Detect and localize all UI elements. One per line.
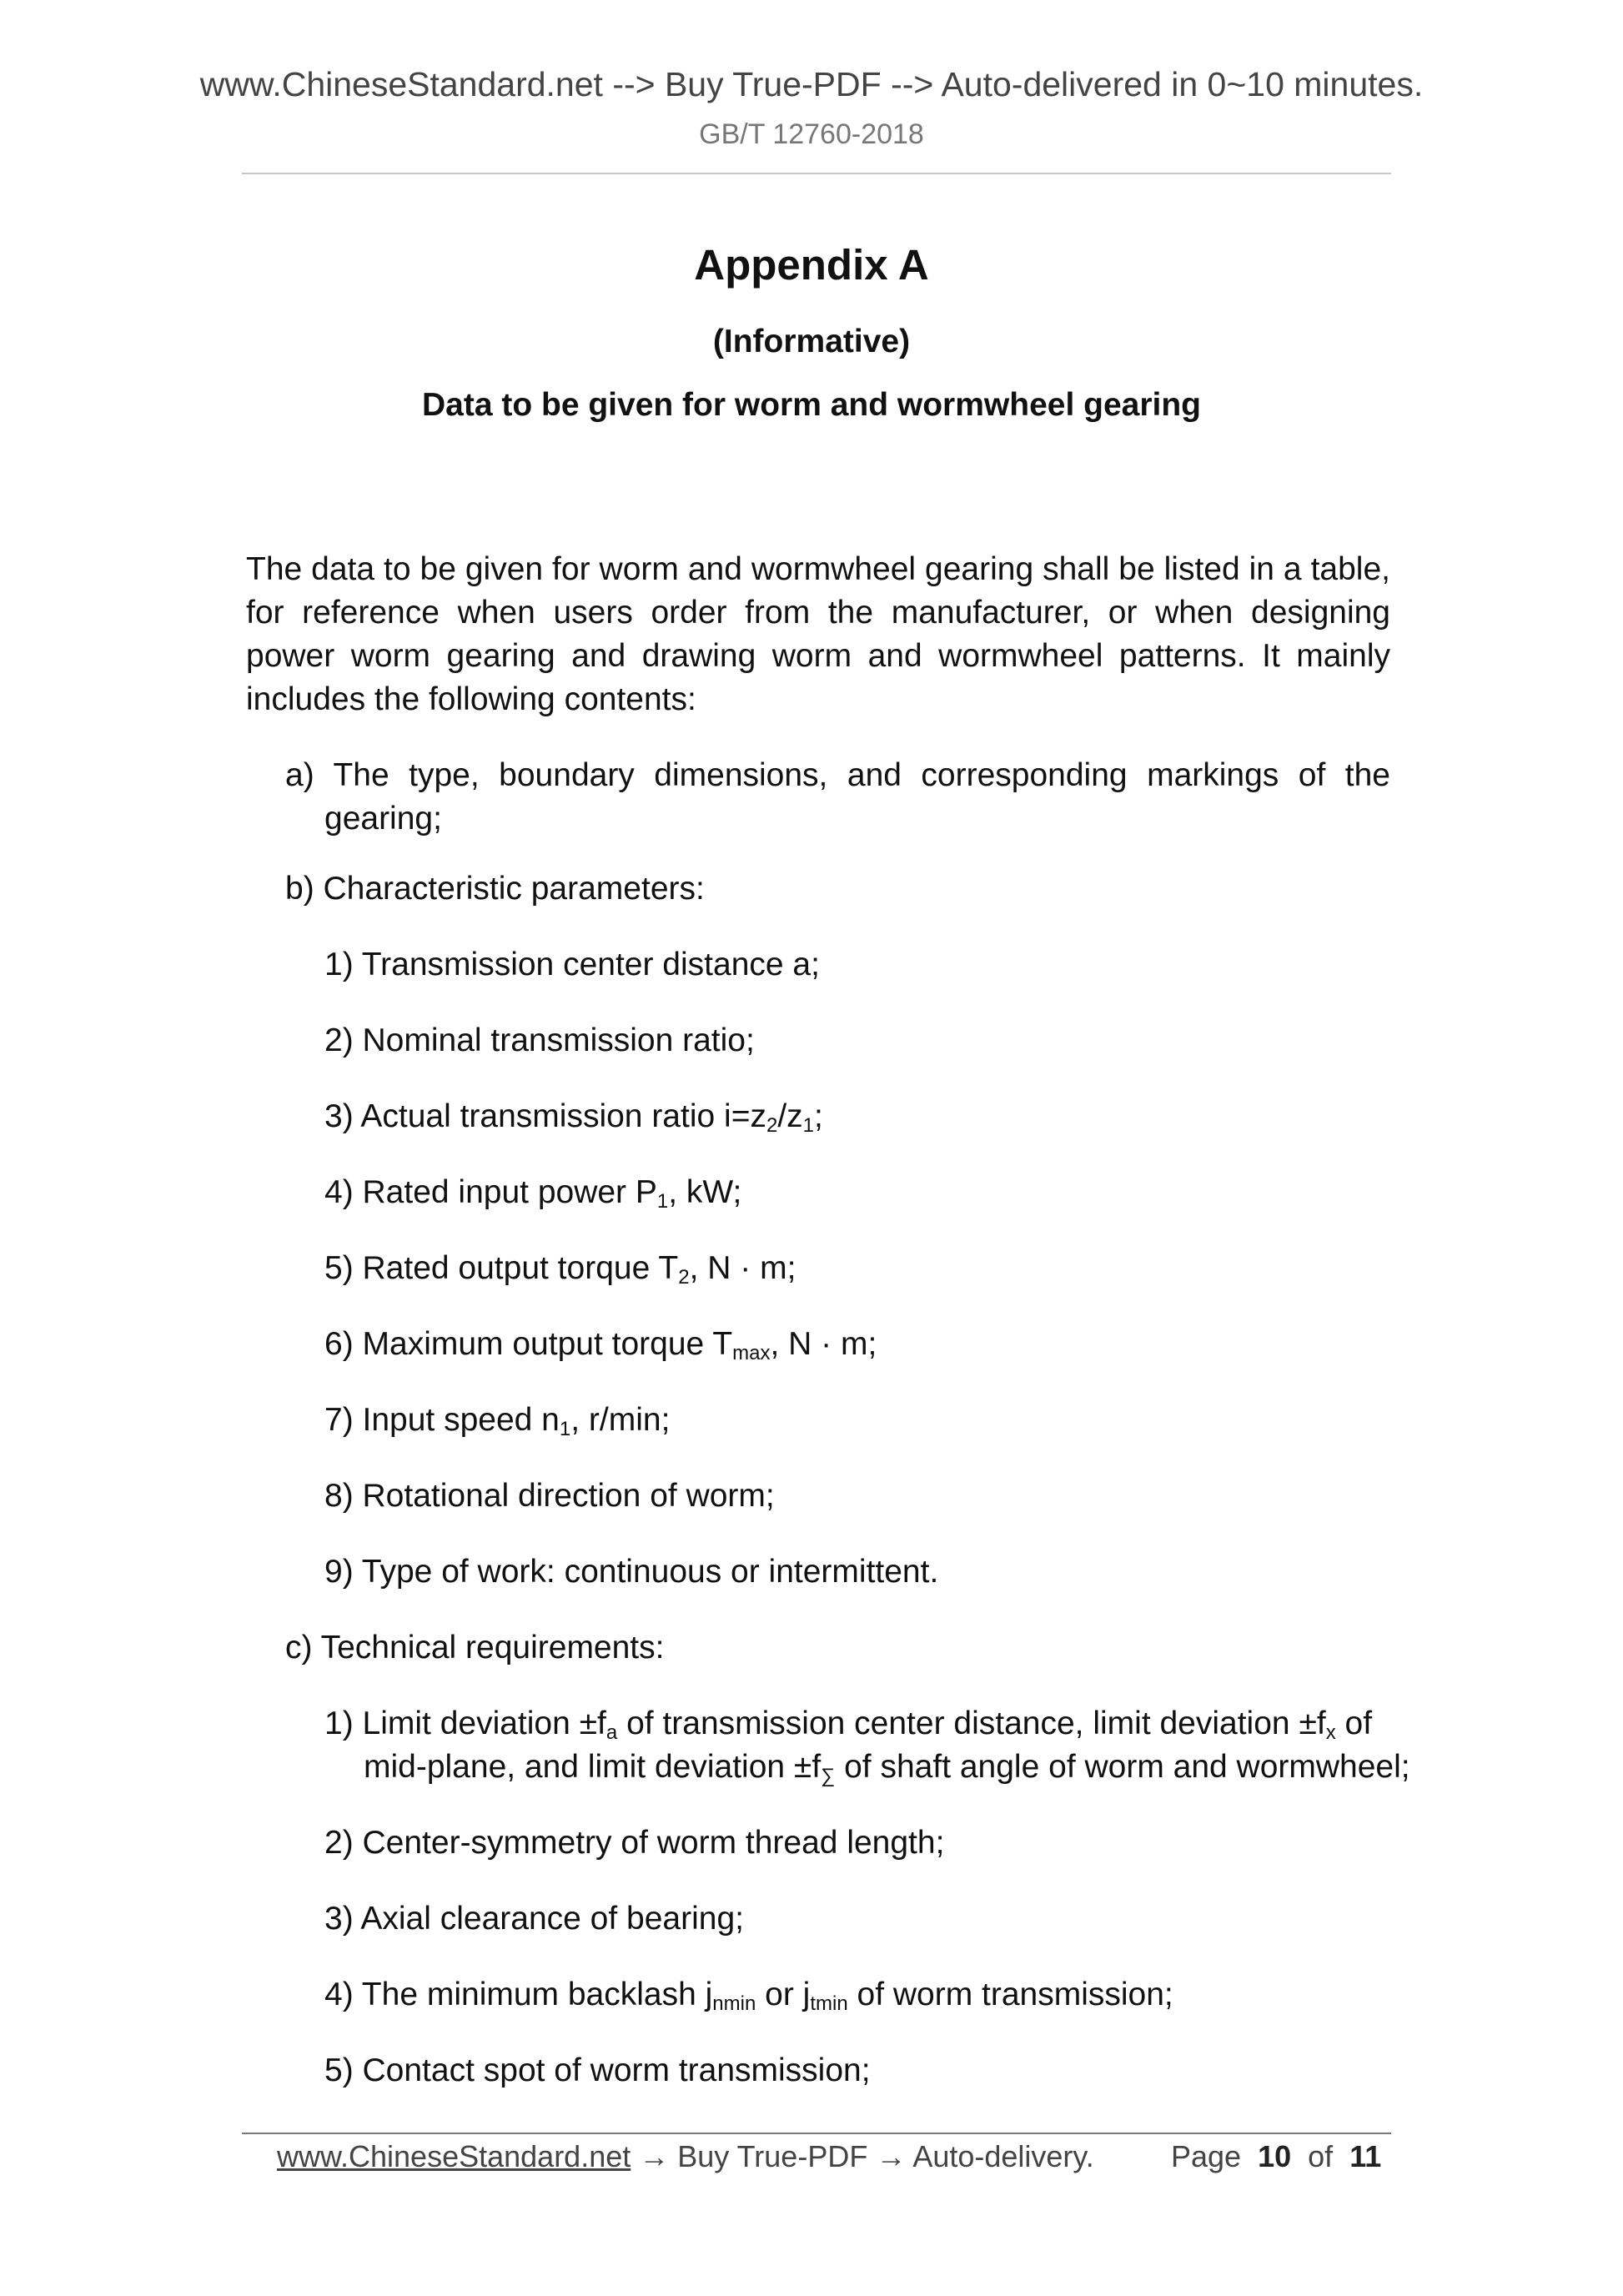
list-item-b: b) Characteristic parameters: (285, 871, 705, 907)
footer-site-link[interactable]: www.ChineseStandard.net (277, 2139, 631, 2173)
list-item-a (285, 754, 1390, 841)
list-item-c3: 3) Axial clearance of bearing; (324, 1901, 744, 1937)
list-item-c1: 1) Limit deviation $\pm f_a$ of transmission center distance, limit deviation $\pm f_x$ of mid-plane, and limit deviation $\pm f_\sum$ of shaft angle of worm and wormwheel; (324, 1706, 1410, 1787)
footer-promo-text: → Buy True-PDF → Auto-delivery. (631, 2139, 1094, 2173)
appendix-title: Appendix A (694, 241, 929, 289)
appendix-heading: Data to be given for worm and wormwheel gearing (422, 387, 1201, 423)
list-item-c2: 2) Center-symmetry of worm thread length; (324, 1825, 945, 1861)
list-item-b3: 3) Actual transmission ratio $i=z_2/z_1$; (324, 1098, 823, 1137)
header-banner: www.ChineseStandard.net --> Buy True-PDF --> Auto-delivered in 0~10 minutes. (199, 65, 1424, 103)
header-divider (242, 173, 1391, 174)
footer-divider (242, 2133, 1391, 2134)
current-page: 10 (1258, 2139, 1292, 2173)
list-item-b6: 6) Maximum output torque $T_{max}$, N · m; (324, 1326, 877, 1364)
footer-promo (277, 2135, 1094, 2178)
list-item-b5: 5) Rated output torque $T_2$, N · m; (324, 1250, 796, 1289)
list-item-b9: 9) Type of work: continuous or intermittent. (324, 1554, 939, 1590)
list-item-c4: 4) The minimum backlash $j_{nmin}$ or $j_{tmin}$ of worm transmission; (324, 1977, 1173, 2015)
list-item-c: c) Technical requirements: (285, 1630, 665, 1665)
list-item-a-text: a) The type, boundary dimensions, and corresponding markings of the gearing; (285, 757, 1390, 837)
list-item-b8: 8) Rotational direction of worm; (324, 1478, 775, 1514)
list-item-b1: 1) Transmission center distance a; (324, 947, 820, 982)
page-number: Page 10 of 11 (1171, 2139, 1382, 2173)
total-pages: 11 (1349, 2139, 1382, 2173)
list-item-b4: 4) Rated input power $P_1$, kW; (324, 1174, 742, 1213)
list-item-b2: 2) Nominal transmission ratio; (324, 1022, 755, 1058)
appendix-subtitle: (Informative) (712, 324, 911, 359)
standard-code: GB/T 12760-2018 (699, 118, 924, 150)
intro-paragraph: The data to be given for worm and wormwheel gearing shall be listed in a table, for reference when users order from the manufacturer, or when designing power worm gearing and drawing worm and wormwheel patterns. It mainly includes the following contents: (246, 551, 1390, 717)
list-item-b7: 7) Input speed $n_1$, r/min; (324, 1402, 671, 1440)
list-item-c5: 5) Contact spot of worm transmission; (324, 2052, 871, 2088)
